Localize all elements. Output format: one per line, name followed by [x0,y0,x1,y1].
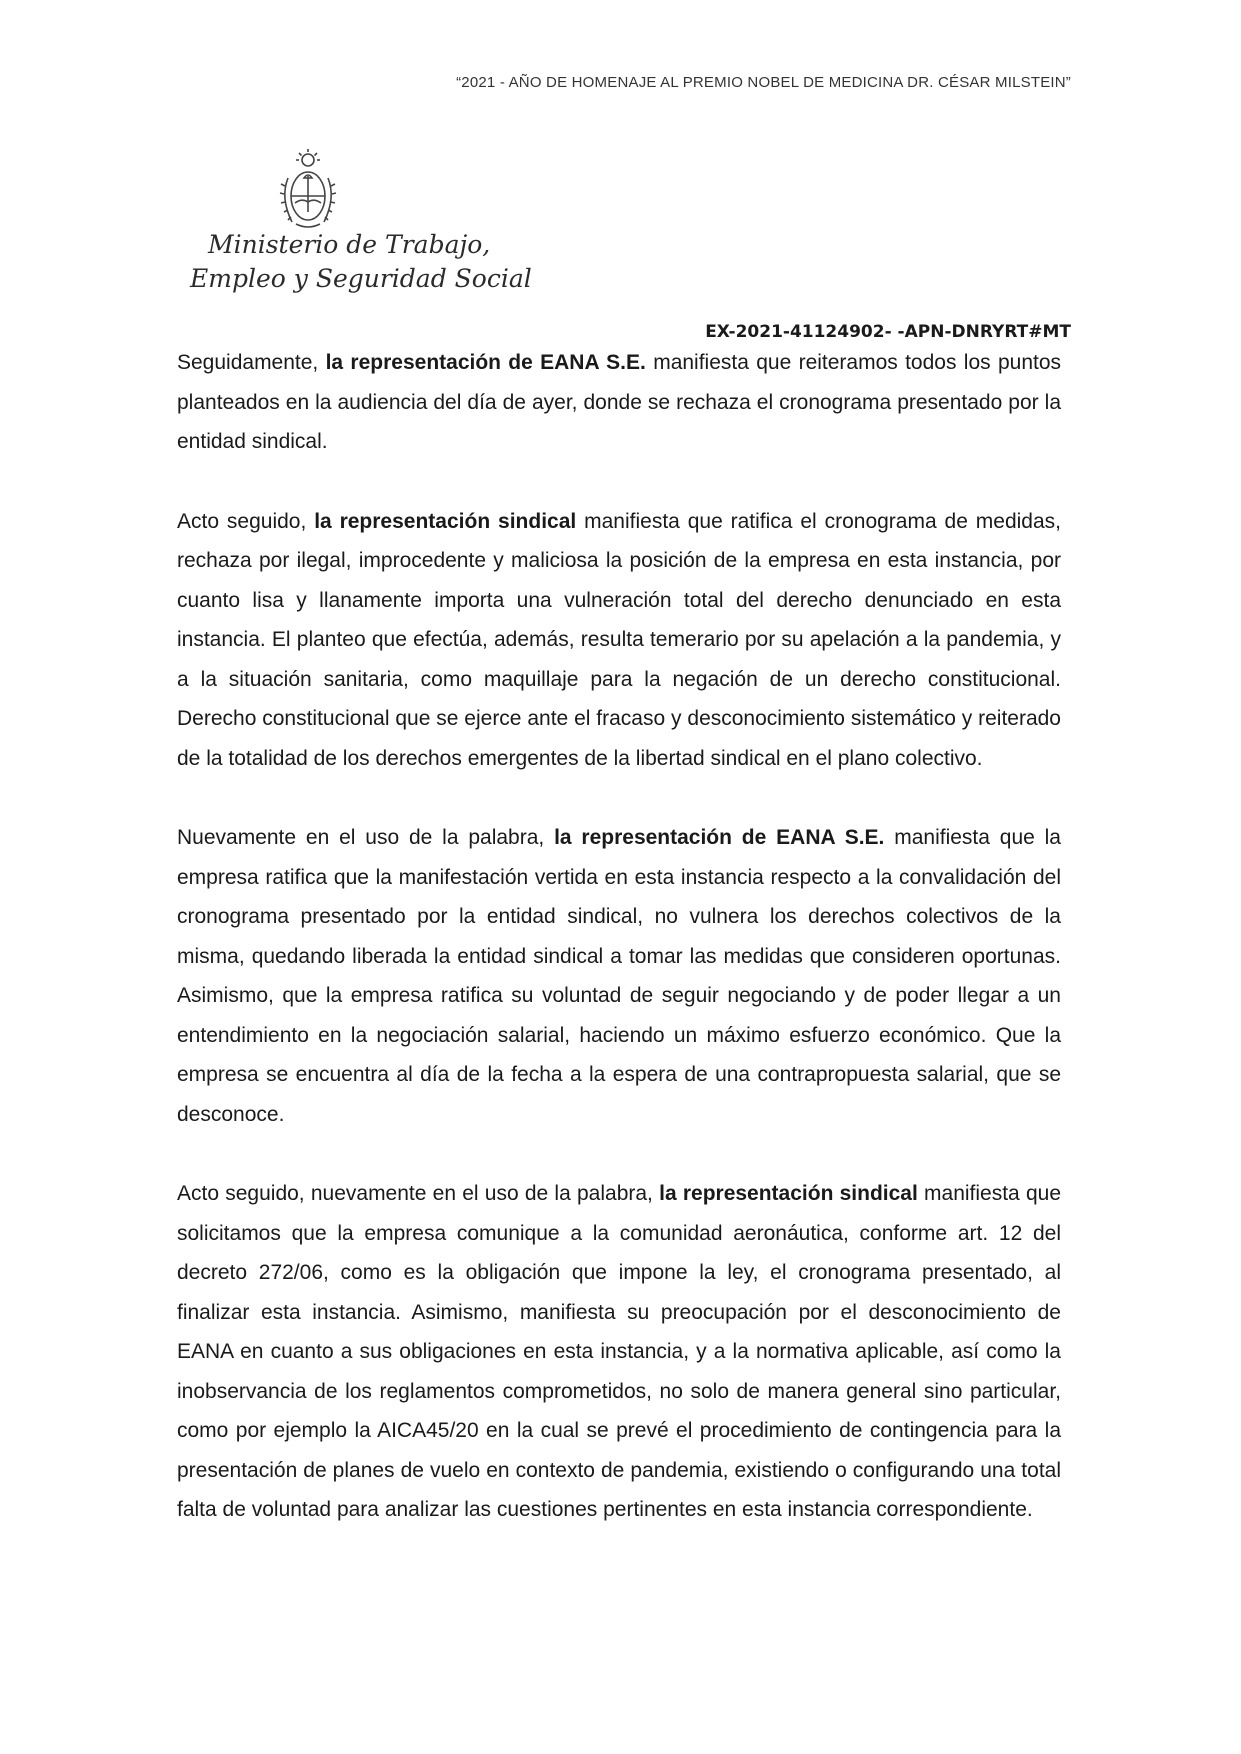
paragraph-text: manifiesta que ratifica el cronograma de medidas, rechaza por ilegal, improcedente y maliciosa la posición de la empresa en esta instancia, por cuanto lisa y llanamente importa una vulneración total del derecho denunciado en esta instancia. El planteo que efectúa, además, resulta temerario por su apelación a la pandemia, y a la situación sanitaria, como maquillaje para la negación de un derecho constitucional. Derecho constitucional que se ejerce ante el fracaso y desconocimiento sistemático y reiterado de la totalidad de los derechos emergentes de la libertad sindical en el plano colectivo. [177,509,1061,770]
header-motto: “2021 - AÑO DE HOMENAJE AL PREMIO NOBEL DE MEDICINA DR. CÉSAR MILSTEIN” [456,74,1071,91]
paragraph-text: manifiesta que solicitamos que la empresa comunique a la comunidad aeronáutica, conforme art. 12 del decreto 272/06, como es la obligación que impone la ley, el cronograma presentado, al finalizar esta instancia. Asimismo, manifiesta su preocupación por el desconocimiento de EANA en cuanto a sus obligaciones en esta instancia, y a la normativa aplicable, así como la inobservancia de los reglamentos comprometidos, no solo de manera general sino particular, como por ejemplo la AICA45/20 en la cual se prevé el procedimiento de contingencia para la presentación de planes de vuelo en contexto de pandemia, existiendo o configurando una total falta de voluntad para analizar las cuestiones pertinentes en esta instancia correspondiente. [177,1182,1061,1521]
paragraph-text: manifiesta que la empresa ratifica que la manifestación vertida en esta instancia respecto a la convalidación del cronograma presentado por la entidad sindical, no vulnera los derechos colectivos de la misma, quedando liberada la entidad sindical a tomar las medidas que consideren oportunas. Asimismo, que la empresa ratifica su voluntad de seguir negociando y de poder llegar a un entendimiento en la negociación salarial, haciendo un máximo esfuerzo económico. Que la empresa se encuentra al día de la fecha a la espera de una contrapropuesta salarial, que se desconoce. [177,826,1061,1126]
paragraph-text: Acto seguido, [177,509,315,533]
ministry-name-line1: Ministerio de Trabajo, [208,230,491,259]
paragraph [177,343,1061,462]
paragraph-text: manifiesta que reiteramos todos los puntos planteados en la audiencia del día de ayer, donde se rechaza el cronograma presentado por la entidad sindical. [177,351,1062,453]
paragraph-bold-party: la representación de EANA S.E. [325,351,646,374]
paragraph-bold-party: la representación de EANA S.E. [554,826,885,849]
paragraph-bold-party: la representación sindical [659,1182,918,1205]
argentina-coat-of-arms-icon [276,148,340,234]
paragraph [177,502,1061,779]
paragraph [177,1174,1061,1530]
ministry-name-line2: Empleo y Seguridad Social [190,264,532,293]
paragraph-text: Acto seguido, nuevamente en el uso de la palabra, [177,1182,660,1205]
document-body [177,343,1061,1570]
paragraph-bold-party: la representación sindical [314,509,577,533]
paragraph [177,818,1061,1134]
ministry-logo-text [190,228,532,296]
paragraph-text: Nuevamente en el uso de la palabra, [177,826,555,849]
expediente-number: EX-2021-41124902- -APN-DNRYRT#MT [705,322,1071,342]
paragraph-text: Seguidamente, [177,351,326,374]
